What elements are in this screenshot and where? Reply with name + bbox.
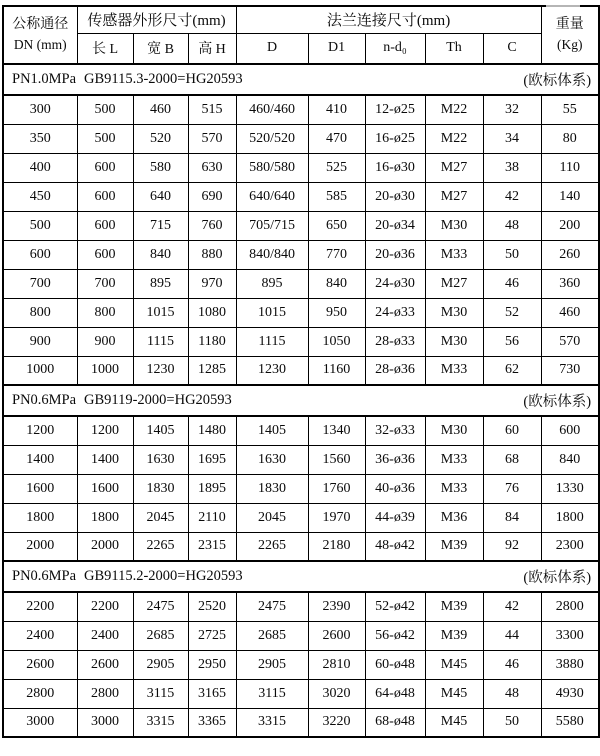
header-dn-unit: DN (mm) <box>13 37 67 53</box>
cell-c: 60 <box>483 416 541 445</box>
cell-n-d0: 44-ø39 <box>365 503 425 532</box>
cell-th: M22 <box>425 95 483 124</box>
table-row <box>3 503 599 532</box>
cell-width-b: 1630 <box>133 445 188 474</box>
cell-n-d0: 40-ø36 <box>365 474 425 503</box>
cell-d1: 1160 <box>308 356 365 385</box>
cell-height-h: 1695 <box>188 445 236 474</box>
cell-width-b: 1230 <box>133 356 188 385</box>
header-weight <box>541 6 599 64</box>
cell-dn: 300 <box>3 95 77 124</box>
cell-th: M45 <box>425 679 483 708</box>
header-weight-unit: (Kg) <box>557 37 583 53</box>
cell-length-l: 500 <box>77 95 133 124</box>
cell-n-d0: 16-ø30 <box>365 153 425 182</box>
cell-c: 84 <box>483 503 541 532</box>
cell-length-l: 600 <box>77 153 133 182</box>
section-standard-code: GB9115.2-2000=HG20593 <box>84 568 243 584</box>
cell-th: M22 <box>425 124 483 153</box>
header-c: C <box>483 33 541 64</box>
cell-weight: 80 <box>541 124 599 153</box>
section-header-row <box>3 561 599 592</box>
cell-dn: 800 <box>3 298 77 327</box>
cell-width-b: 840 <box>133 240 188 269</box>
table-row <box>3 679 599 708</box>
table-row <box>3 621 599 650</box>
cell-weight: 2300 <box>541 532 599 561</box>
cell-height-h: 1895 <box>188 474 236 503</box>
cell-height-h: 1285 <box>188 356 236 385</box>
cell-d1: 410 <box>308 95 365 124</box>
cell-width-b: 895 <box>133 269 188 298</box>
cell-th: M27 <box>425 153 483 182</box>
cell-th: M27 <box>425 182 483 211</box>
table-row <box>3 240 599 269</box>
cell-dn: 350 <box>3 124 77 153</box>
section-header-row <box>3 64 599 95</box>
cell-th: M36 <box>425 503 483 532</box>
cell-c: 42 <box>483 182 541 211</box>
cell-d: 2905 <box>236 650 308 679</box>
cell-length-l: 600 <box>77 211 133 240</box>
cell-weight: 2800 <box>541 592 599 621</box>
header-nominal-diameter <box>3 6 77 64</box>
cell-weight: 140 <box>541 182 599 211</box>
cell-n-d0: 24-ø30 <box>365 269 425 298</box>
cell-n-d0: 64-ø48 <box>365 679 425 708</box>
cell-d1: 770 <box>308 240 365 269</box>
cell-n-d0: 20-ø30 <box>365 182 425 211</box>
cell-weight: 570 <box>541 327 599 356</box>
cell-width-b: 2685 <box>133 621 188 650</box>
cell-weight: 730 <box>541 356 599 385</box>
section-header-cell <box>3 64 599 95</box>
cell-dn: 1800 <box>3 503 77 532</box>
cell-height-h: 1080 <box>188 298 236 327</box>
cell-dn: 1200 <box>3 416 77 445</box>
table-row <box>3 474 599 503</box>
cell-dn: 450 <box>3 182 77 211</box>
cell-c: 52 <box>483 298 541 327</box>
cell-d: 705/715 <box>236 211 308 240</box>
cell-height-h: 1480 <box>188 416 236 445</box>
cell-d: 460/460 <box>236 95 308 124</box>
cell-c: 68 <box>483 445 541 474</box>
cell-dn: 2000 <box>3 532 77 561</box>
cell-d: 2475 <box>236 592 308 621</box>
cell-c: 50 <box>483 240 541 269</box>
header-flange-connection-group: 法兰连接尺寸(mm) <box>236 6 541 33</box>
section-standard-code: GB9119-2000=HG20593 <box>84 392 232 408</box>
cell-height-h: 570 <box>188 124 236 153</box>
cell-width-b: 640 <box>133 182 188 211</box>
cell-c: 46 <box>483 269 541 298</box>
cell-weight: 260 <box>541 240 599 269</box>
cell-d: 1830 <box>236 474 308 503</box>
table-row <box>3 445 599 474</box>
cell-width-b: 1115 <box>133 327 188 356</box>
cell-d: 3315 <box>236 708 308 737</box>
cell-c: 38 <box>483 153 541 182</box>
cell-height-h: 2520 <box>188 592 236 621</box>
cell-dn: 400 <box>3 153 77 182</box>
cell-width-b: 1405 <box>133 416 188 445</box>
cell-d1: 1050 <box>308 327 365 356</box>
cell-weight: 1330 <box>541 474 599 503</box>
cell-n-d0: 56-ø42 <box>365 621 425 650</box>
cell-th: M39 <box>425 621 483 650</box>
header-width-b: 宽 B <box>133 33 188 64</box>
table-row <box>3 211 599 240</box>
cell-length-l: 1400 <box>77 445 133 474</box>
header-d: D <box>236 33 308 64</box>
cell-width-b: 2905 <box>133 650 188 679</box>
cell-weight: 5580 <box>541 708 599 737</box>
table-body <box>3 64 599 737</box>
cell-length-l: 600 <box>77 240 133 269</box>
header-th: Th <box>425 33 483 64</box>
cell-c: 32 <box>483 95 541 124</box>
cell-n-d0: 60-ø48 <box>365 650 425 679</box>
cell-width-b: 2045 <box>133 503 188 532</box>
cell-n-d0: 68-ø48 <box>365 708 425 737</box>
cell-th: M45 <box>425 650 483 679</box>
cell-dn: 1600 <box>3 474 77 503</box>
cell-dn: 700 <box>3 269 77 298</box>
cell-d1: 2600 <box>308 621 365 650</box>
cell-n-d0: 24-ø33 <box>365 298 425 327</box>
cell-d: 640/640 <box>236 182 308 211</box>
table-row <box>3 708 599 737</box>
cell-c: 56 <box>483 327 541 356</box>
cell-d1: 525 <box>308 153 365 182</box>
scan-artifact <box>546 5 580 7</box>
cell-d1: 1340 <box>308 416 365 445</box>
cell-n-d0: 28-ø36 <box>365 356 425 385</box>
cell-length-l: 2800 <box>77 679 133 708</box>
cell-weight: 200 <box>541 211 599 240</box>
cell-d1: 650 <box>308 211 365 240</box>
cell-width-b: 3315 <box>133 708 188 737</box>
cell-d: 1405 <box>236 416 308 445</box>
header-n-d0: n-d₀ <box>365 33 425 64</box>
cell-width-b: 2475 <box>133 592 188 621</box>
cell-height-h: 630 <box>188 153 236 182</box>
cell-d1: 3020 <box>308 679 365 708</box>
table-row <box>3 153 599 182</box>
cell-th: M30 <box>425 327 483 356</box>
cell-height-h: 515 <box>188 95 236 124</box>
cell-n-d0: 20-ø34 <box>365 211 425 240</box>
cell-th: M39 <box>425 532 483 561</box>
cell-width-b: 1015 <box>133 298 188 327</box>
table-row <box>3 327 599 356</box>
cell-c: 62 <box>483 356 541 385</box>
cell-weight: 600 <box>541 416 599 445</box>
cell-height-h: 2950 <box>188 650 236 679</box>
table-row <box>3 269 599 298</box>
cell-width-b: 715 <box>133 211 188 240</box>
cell-th: M30 <box>425 416 483 445</box>
cell-n-d0: 36-ø36 <box>365 445 425 474</box>
cell-height-h: 2110 <box>188 503 236 532</box>
cell-d1: 3220 <box>308 708 365 737</box>
cell-d1: 1760 <box>308 474 365 503</box>
cell-width-b: 1830 <box>133 474 188 503</box>
cell-dn: 1000 <box>3 356 77 385</box>
cell-d: 3115 <box>236 679 308 708</box>
cell-weight: 1800 <box>541 503 599 532</box>
cell-weight: 360 <box>541 269 599 298</box>
cell-c: 48 <box>483 679 541 708</box>
cell-length-l: 3000 <box>77 708 133 737</box>
cell-weight: 460 <box>541 298 599 327</box>
cell-d1: 585 <box>308 182 365 211</box>
header-d1: D1 <box>308 33 365 64</box>
cell-width-b: 520 <box>133 124 188 153</box>
cell-c: 34 <box>483 124 541 153</box>
cell-c: 92 <box>483 532 541 561</box>
cell-height-h: 1180 <box>188 327 236 356</box>
cell-length-l: 700 <box>77 269 133 298</box>
cell-d1: 470 <box>308 124 365 153</box>
table-row <box>3 356 599 385</box>
cell-length-l: 800 <box>77 298 133 327</box>
cell-dn: 600 <box>3 240 77 269</box>
section-note: (欧标体系) <box>523 73 592 89</box>
cell-length-l: 500 <box>77 124 133 153</box>
cell-c: 46 <box>483 650 541 679</box>
cell-c: 48 <box>483 211 541 240</box>
cell-c: 42 <box>483 592 541 621</box>
header-height-h: 高 H <box>188 33 236 64</box>
cell-th: M33 <box>425 356 483 385</box>
cell-th: M45 <box>425 708 483 737</box>
cell-d1: 2810 <box>308 650 365 679</box>
cell-weight: 840 <box>541 445 599 474</box>
cell-c: 50 <box>483 708 541 737</box>
cell-th: M39 <box>425 592 483 621</box>
section-pressure-rating: PN1.0MPa <box>12 71 77 87</box>
cell-height-h: 690 <box>188 182 236 211</box>
cell-dn: 2600 <box>3 650 77 679</box>
table-row <box>3 124 599 153</box>
cell-n-d0: 28-ø33 <box>365 327 425 356</box>
cell-height-h: 2315 <box>188 532 236 561</box>
cell-d1: 2390 <box>308 592 365 621</box>
section-standard-code: GB9115.3-2000=HG20593 <box>84 71 243 87</box>
section-header-row <box>3 385 599 416</box>
table-row <box>3 416 599 445</box>
cell-length-l: 900 <box>77 327 133 356</box>
cell-th: M27 <box>425 269 483 298</box>
cell-width-b: 3115 <box>133 679 188 708</box>
cell-length-l: 2400 <box>77 621 133 650</box>
cell-height-h: 3365 <box>188 708 236 737</box>
table-row <box>3 182 599 211</box>
section-pressure-rating: PN0.6MPa <box>12 392 77 408</box>
table-row <box>3 95 599 124</box>
cell-dn: 900 <box>3 327 77 356</box>
cell-th: M33 <box>425 445 483 474</box>
cell-height-h: 760 <box>188 211 236 240</box>
cell-d: 1230 <box>236 356 308 385</box>
cell-dn: 500 <box>3 211 77 240</box>
cell-n-d0: 16-ø25 <box>365 124 425 153</box>
cell-d1: 950 <box>308 298 365 327</box>
cell-dn: 2400 <box>3 621 77 650</box>
cell-dn: 3000 <box>3 708 77 737</box>
header-row-2 <box>3 33 599 64</box>
cell-height-h: 880 <box>188 240 236 269</box>
cell-d1: 1970 <box>308 503 365 532</box>
cell-length-l: 2000 <box>77 532 133 561</box>
cell-c: 44 <box>483 621 541 650</box>
header-weight-label: 重量 <box>555 17 584 33</box>
cell-weight: 110 <box>541 153 599 182</box>
section-pressure-rating: PN0.6MPa <box>12 568 77 584</box>
cell-d: 1115 <box>236 327 308 356</box>
cell-height-h: 970 <box>188 269 236 298</box>
cell-d: 1630 <box>236 445 308 474</box>
cell-width-b: 2265 <box>133 532 188 561</box>
cell-length-l: 1000 <box>77 356 133 385</box>
cell-n-d0: 52-ø42 <box>365 592 425 621</box>
cell-n-d0: 48-ø42 <box>365 532 425 561</box>
cell-d1: 840 <box>308 269 365 298</box>
cell-weight: 55 <box>541 95 599 124</box>
cell-length-l: 600 <box>77 182 133 211</box>
cell-d: 840/840 <box>236 240 308 269</box>
table-row <box>3 532 599 561</box>
cell-dn: 1400 <box>3 445 77 474</box>
header-sensor-dimensions-group: 传感器外形尺寸(mm) <box>77 6 236 33</box>
cell-d: 2265 <box>236 532 308 561</box>
cell-width-b: 460 <box>133 95 188 124</box>
table-row <box>3 298 599 327</box>
cell-d: 580/580 <box>236 153 308 182</box>
cell-length-l: 2200 <box>77 592 133 621</box>
cell-d1: 2180 <box>308 532 365 561</box>
cell-dn: 2200 <box>3 592 77 621</box>
section-note: (欧标体系) <box>523 394 592 410</box>
cell-length-l: 1600 <box>77 474 133 503</box>
cell-d1: 1560 <box>308 445 365 474</box>
cell-th: M30 <box>425 298 483 327</box>
cell-d: 1015 <box>236 298 308 327</box>
cell-d: 895 <box>236 269 308 298</box>
cell-n-d0: 20-ø36 <box>365 240 425 269</box>
section-header-cell <box>3 561 599 592</box>
cell-c: 76 <box>483 474 541 503</box>
table-row <box>3 592 599 621</box>
section-header-cell <box>3 385 599 416</box>
header-nominal-diameter-label: 公称通径 <box>12 17 69 33</box>
header-length-l: 长 L <box>77 33 133 64</box>
cell-th: M33 <box>425 240 483 269</box>
cell-weight: 4930 <box>541 679 599 708</box>
cell-length-l: 1200 <box>77 416 133 445</box>
header-row-1 <box>3 6 599 33</box>
cell-th: M33 <box>425 474 483 503</box>
cell-d: 2045 <box>236 503 308 532</box>
cell-height-h: 2725 <box>188 621 236 650</box>
cell-d: 2685 <box>236 621 308 650</box>
cell-length-l: 2600 <box>77 650 133 679</box>
cell-d: 520/520 <box>236 124 308 153</box>
cell-th: M30 <box>425 211 483 240</box>
cell-weight: 3880 <box>541 650 599 679</box>
cell-n-d0: 32-ø33 <box>365 416 425 445</box>
cell-length-l: 1800 <box>77 503 133 532</box>
section-note: (欧标体系) <box>523 570 592 586</box>
cell-weight: 3300 <box>541 621 599 650</box>
cell-width-b: 580 <box>133 153 188 182</box>
table-row <box>3 650 599 679</box>
cell-n-d0: 12-ø25 <box>365 95 425 124</box>
cell-height-h: 3165 <box>188 679 236 708</box>
dimension-spec-table <box>2 5 600 738</box>
cell-dn: 2800 <box>3 679 77 708</box>
